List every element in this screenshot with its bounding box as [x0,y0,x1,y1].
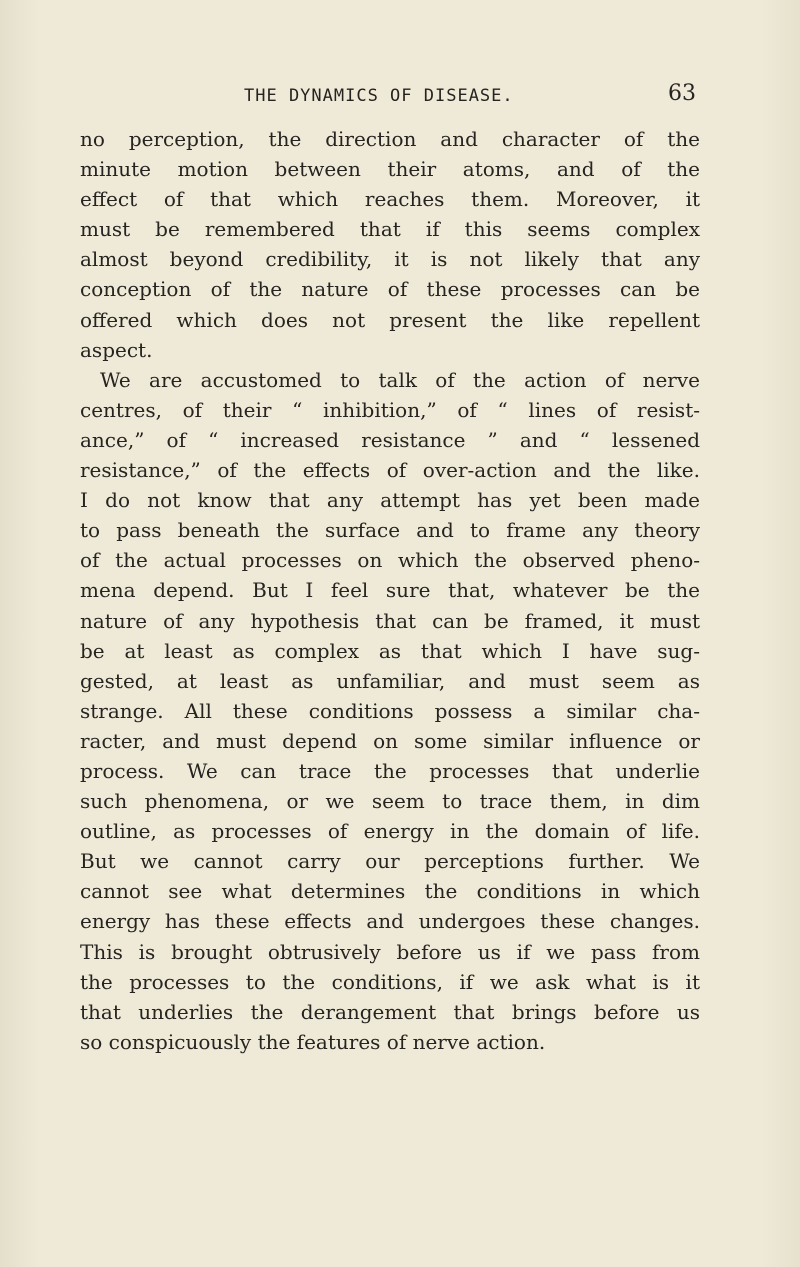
text-line: process. We can trace the processes that underlie [80,758,700,783]
text-line: be at least as complex as that which I have sug- [80,638,700,663]
text-line: I do not know that any attempt has yet been made [80,488,700,513]
text-line: almost beyond credibility, it is not likely that any [80,247,700,272]
text-line: resistance,” of the effects of over-action and the like. [80,458,700,483]
text-line: nature of any hypothesis that can be framed, it must [80,608,700,633]
text-line: aspect. [80,337,153,362]
text-line: ance,” of “ increased resistance ” and “ lessened [80,427,700,452]
text-line: mena depend. But I feel sure that, whatever be the [80,578,700,603]
text-line: outline, as processes of energy in the domain of life. [80,819,700,844]
text-line: strange. All these conditions possess a similar cha- [80,698,700,723]
paragraph-start-line: We are accustomed to talk of the action of nerve [100,367,700,392]
running-title: THE DYNAMICS OF DISEASE. [244,86,514,106]
text-line: centres, of their “ inhibition,” of “ lines of resist- [80,397,700,422]
text-line: minute motion between their atoms, and of the [80,157,700,182]
text-line: must be remembered that if this seems complex [80,217,700,242]
running-head [0,81,800,108]
text-line: such phenomena, or we seem to trace them, in dim [80,789,700,814]
text-line: so conspicuously the features of nerve action. [80,1029,546,1054]
text-line: This is brought obtrusively before us if we pass from [80,939,700,964]
text-line: But we cannot carry our perceptions further. We [80,849,700,874]
body-text [80,124,700,1057]
text-line: that underlies the derangement that brings before us [80,999,700,1024]
text-line: conception of the nature of these processes can be [80,277,700,302]
text-line: of the actual processes on which the observed pheno- [80,548,700,573]
text-line: gested, at least as unfamiliar, and must seem as [80,668,700,693]
text-line: no perception, the direction and character of the [80,127,700,151]
text-line: cannot see what determines the conditions in which [80,879,700,904]
text-line: the processes to the conditions, if we ask what is it [80,969,700,994]
page-number: 63 [668,81,696,106]
text-line: to pass beneath the surface and to frame any theory [80,518,700,543]
text-line: offered which does not present the like repellent [80,307,700,332]
text-line: effect of that which reaches them. Moreover, it [80,187,700,212]
text-line: energy has these effects and undergoes these changes. [80,909,700,934]
text-line: racter, and must depend on some similar influence or [80,728,700,753]
